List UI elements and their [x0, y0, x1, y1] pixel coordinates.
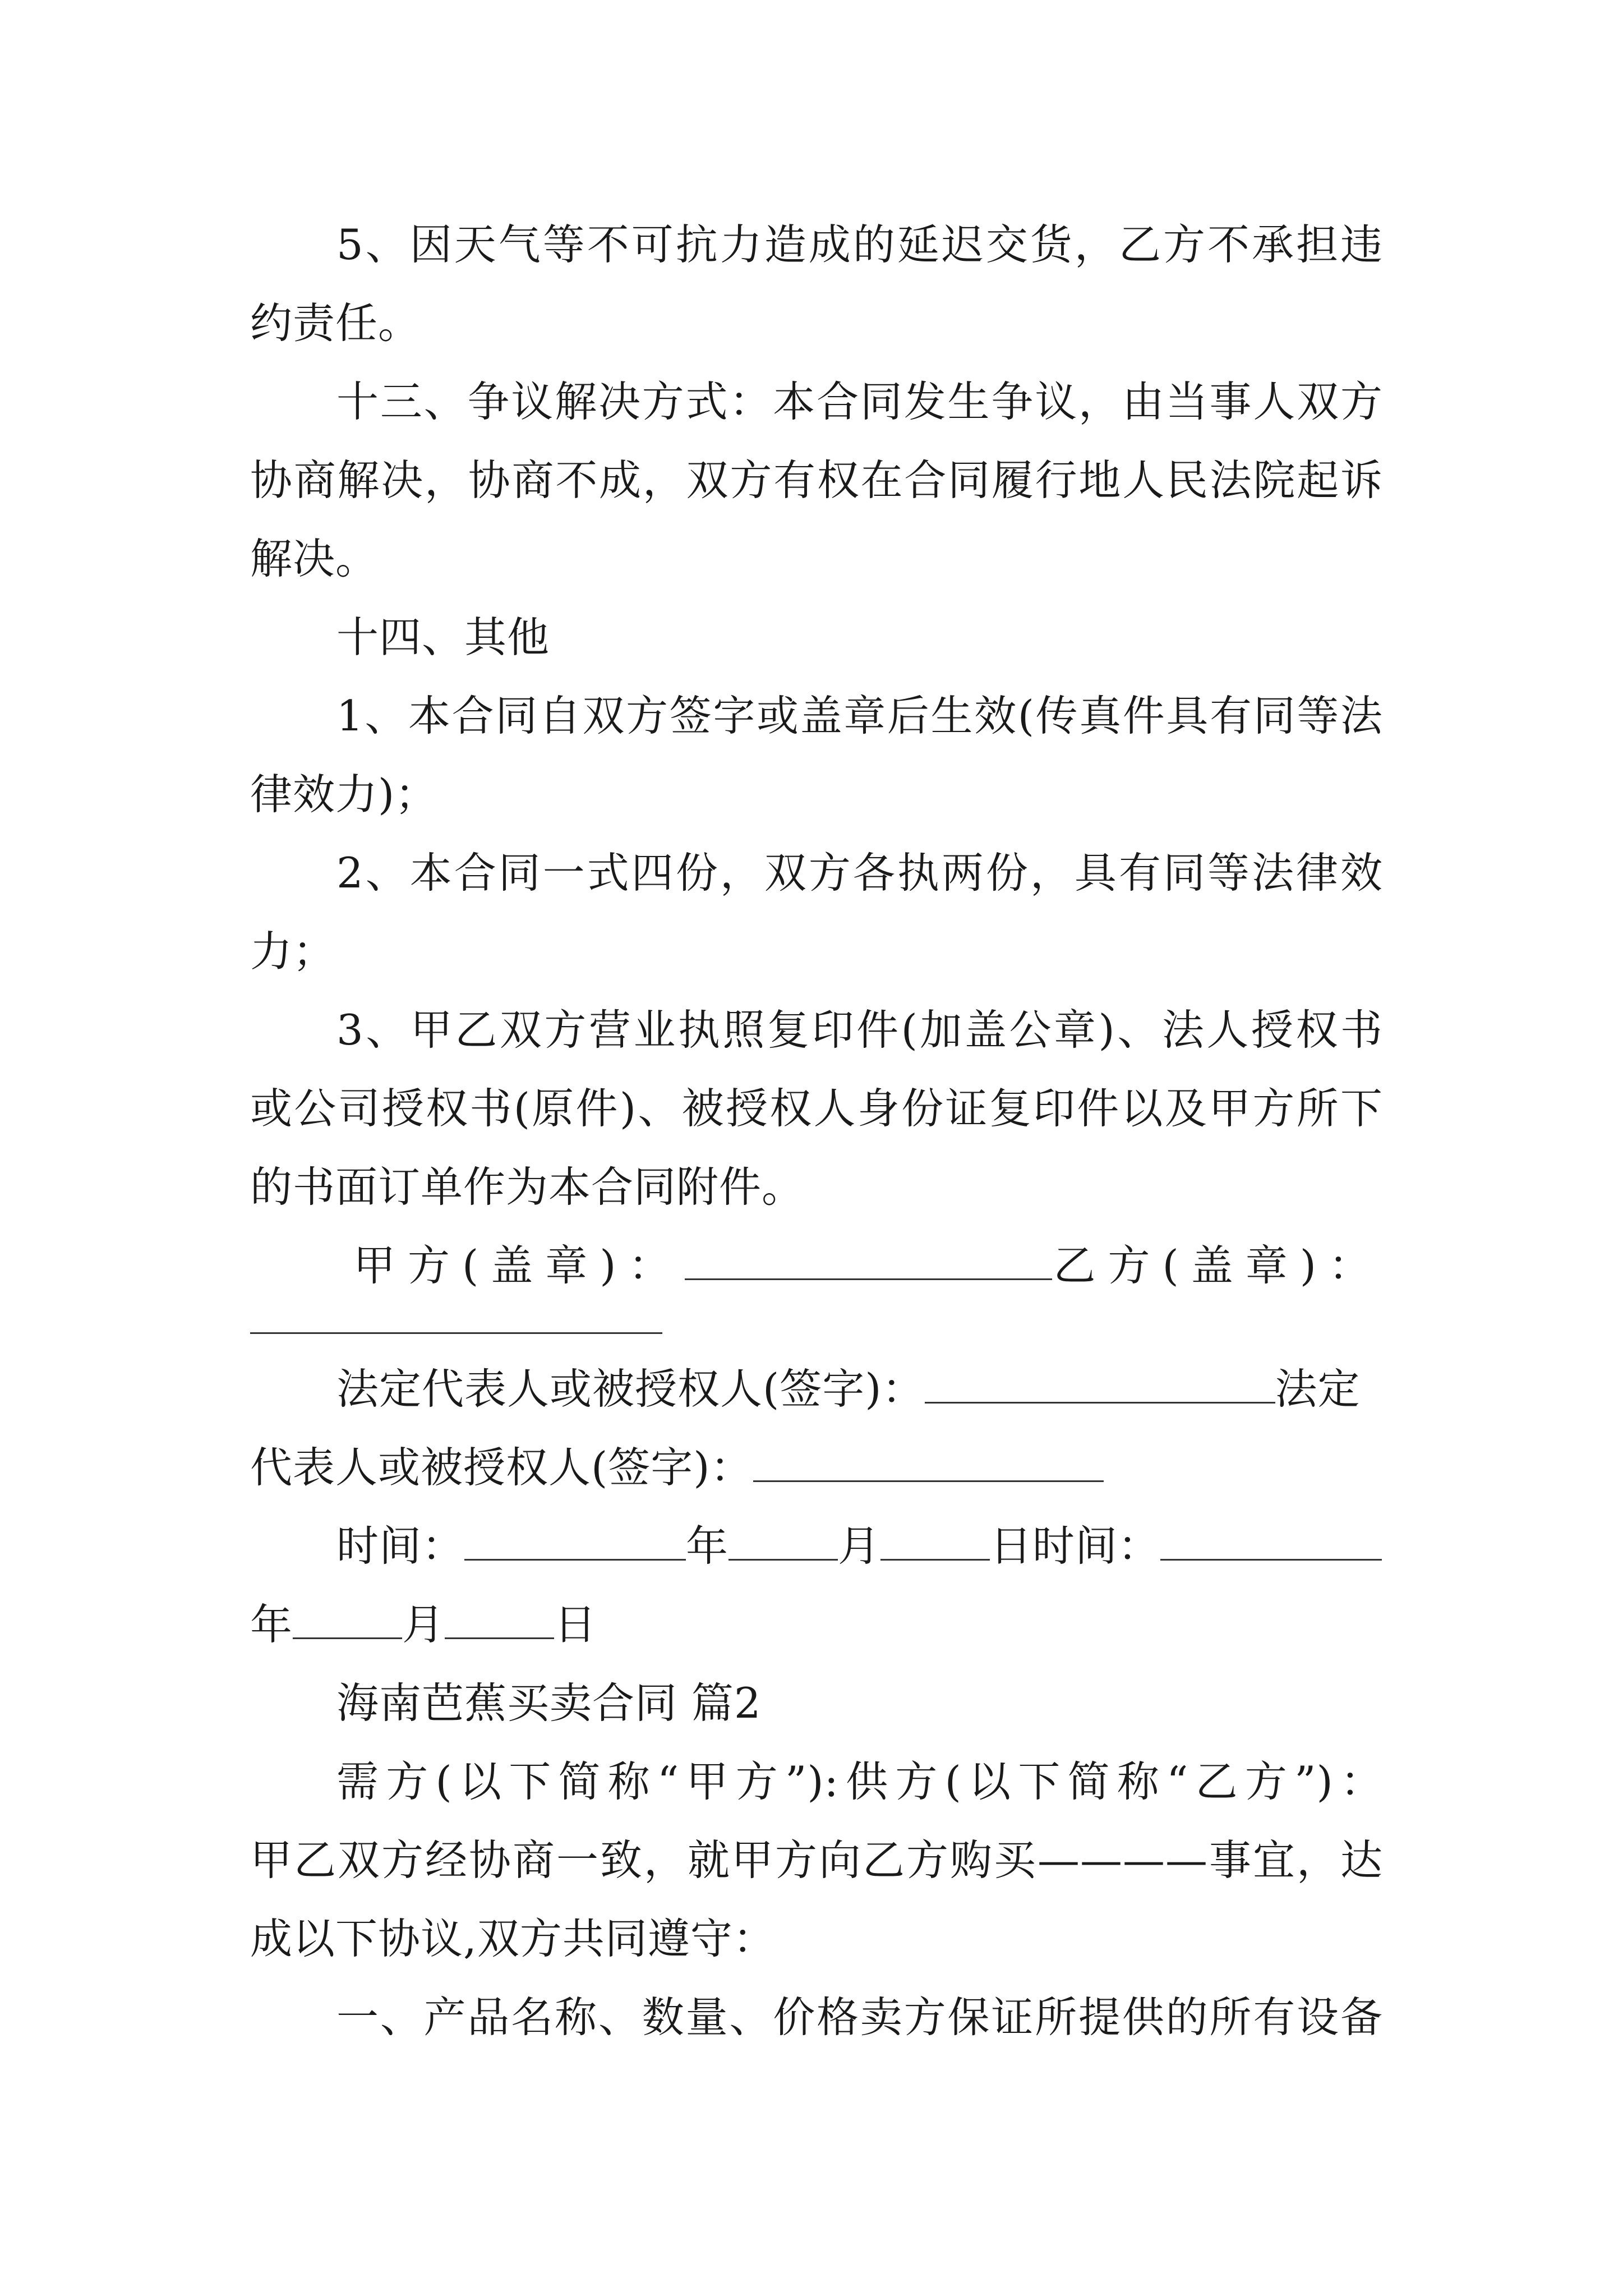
rep-signature-row-cont [250, 1439, 1383, 1496]
time-label: 时间： [336, 1521, 465, 1571]
party-a-month-blank[interactable] [728, 1520, 838, 1561]
paragraph-line: 成以下协议,双方共同遵守： [250, 1914, 776, 1963]
paragraph-line: 2、本合同一式四份，双方各执两份，具有同等法律效 [336, 848, 1383, 898]
party-b-rep-blank[interactable] [753, 1441, 1104, 1482]
paragraph-line: 力； [250, 927, 336, 976]
year-label: 年 [250, 1600, 293, 1649]
paragraph-line: 律效力)； [250, 770, 438, 819]
parties-line: 需方(以下简称“甲方”):供方(以下简称“乙方”)： [336, 1757, 1383, 1806]
paragraph-line: 或公司授权书(原件)、被授权人身份证复印件以及甲方所下 [250, 1084, 1383, 1133]
month-label: 月 [838, 1521, 881, 1571]
paragraph-line: 甲乙双方经协商一致，就甲方向乙方购买————事宜，达 [250, 1835, 1383, 1885]
day-label: 日 [554, 1600, 597, 1649]
party-b-month-blank[interactable] [293, 1598, 402, 1639]
party-a-seal-label: 甲方(盖章)： [353, 1241, 683, 1290]
year-label: 年 [686, 1521, 729, 1571]
paragraph-line: 1、本合同自双方签字或盖章后生效(传真件具有同等法 [336, 691, 1383, 740]
party-a-seal-blank[interactable] [685, 1239, 1052, 1280]
date-row [336, 1518, 1383, 1574]
party-a-rep-blank[interactable] [925, 1363, 1275, 1404]
paragraph-line: 协商解决，协商不成，双方有权在合同履行地人民法院起诉 [250, 455, 1383, 505]
party-b-rep-label-start: 法定 [1275, 1364, 1361, 1414]
party-a-day-blank[interactable] [880, 1520, 990, 1561]
party-b-seal-label: 乙方(盖章)： [1053, 1241, 1383, 1290]
paragraph-line: 解决。 [250, 534, 379, 583]
party-b-year-blank[interactable] [1160, 1520, 1382, 1561]
party-a-rep-label: 法定代表人或被授权人(签字)： [336, 1364, 925, 1414]
paragraph-line: 5、因天气等不可抗力造成的延迟交货，乙方不承担违 [336, 220, 1383, 269]
section-1-line: 一、产品名称、数量、价格卖方保证所提供的所有设备 [336, 1993, 1383, 2042]
party-b-rep-label: 代表人或被授权人(签字)： [250, 1443, 753, 1492]
paragraph-line: 约责任。 [250, 298, 421, 348]
rep-signature-row [336, 1361, 1383, 1417]
paragraph-line: 3、甲乙双方营业执照复印件(加盖公章)、法人授权书 [336, 1005, 1383, 1055]
date-row-cont [250, 1596, 1383, 1653]
day-time-label: 日时间： [990, 1521, 1161, 1571]
party-seal-row [353, 1237, 1383, 1294]
section-14-heading: 十四、其他 [336, 613, 550, 662]
section-13-line: 十三、争议解决方式：本合同发生争议，由当事人双方 [336, 377, 1383, 426]
contract-title: 海南芭蕉买卖合同 篇2 [336, 1678, 762, 1728]
party-a-year-blank[interactable] [464, 1520, 686, 1561]
paragraph-line: 的书面订单作为本合同附件。 [250, 1162, 805, 1212]
party-b-seal-blank[interactable] [250, 1332, 662, 1334]
month-label: 月 [402, 1600, 445, 1649]
party-b-day-blank[interactable] [445, 1598, 554, 1639]
